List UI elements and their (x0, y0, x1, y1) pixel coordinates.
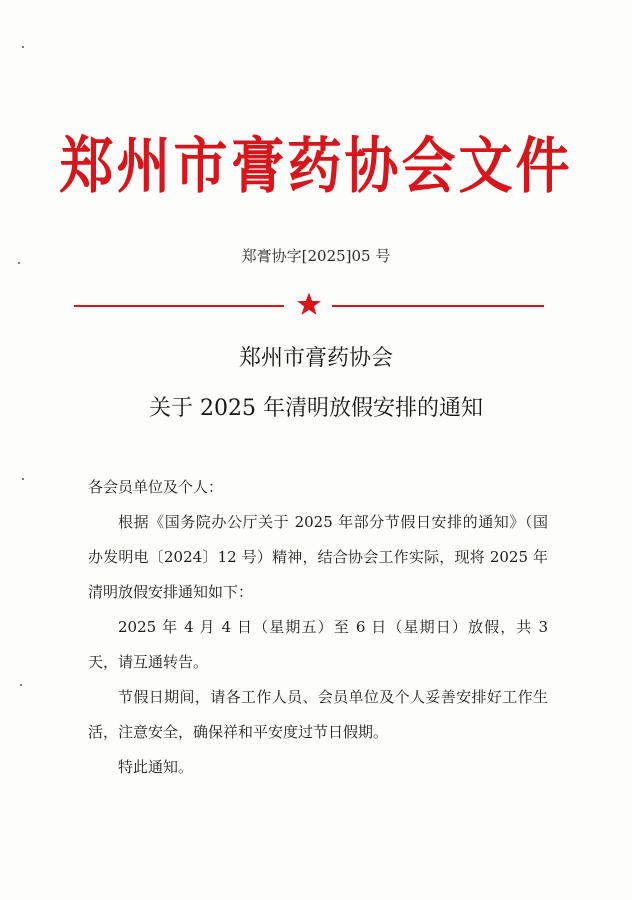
scan-speck (20, 684, 22, 686)
scan-speck (22, 478, 24, 480)
salutation: 各会员单位及个人： (88, 478, 224, 496)
red-rule-right (332, 305, 544, 307)
red-rule-left (74, 305, 284, 307)
notice-title-org: 郑州市膏药协会 (238, 346, 393, 371)
red-separator (74, 300, 544, 312)
notice-title-subject: 关于 2025 年清明放假安排的通知 (149, 396, 483, 421)
scan-speck (22, 46, 24, 48)
closing-line: 特此通知。 (118, 758, 194, 776)
paragraph-basis: 根据《国务院办公厅关于 2025 年部分节假日安排的通知》（国办发明电〔2024〕12 号）精神，结合协会工作实际，现将 2025 年清明放假安排通知如下： (88, 513, 548, 601)
document-number: 郑膏协字[2025]05 号 (241, 247, 391, 265)
red-star-icon (296, 291, 322, 317)
paragraph-reminder: 节假日期间，请各工作人员、会员单位及个人妥善安排好工作生活，注意安全，确保祥和平安度过节日假期。 (88, 688, 548, 741)
paragraph-schedule: 2025 年 4 月 4 日（星期五）至 6 日（星期日）放假，共 3 天，请互通转告。 (88, 618, 548, 671)
org-masthead-title: 郑州市膏药协会文件 (59, 129, 573, 201)
notice-body (88, 470, 548, 785)
